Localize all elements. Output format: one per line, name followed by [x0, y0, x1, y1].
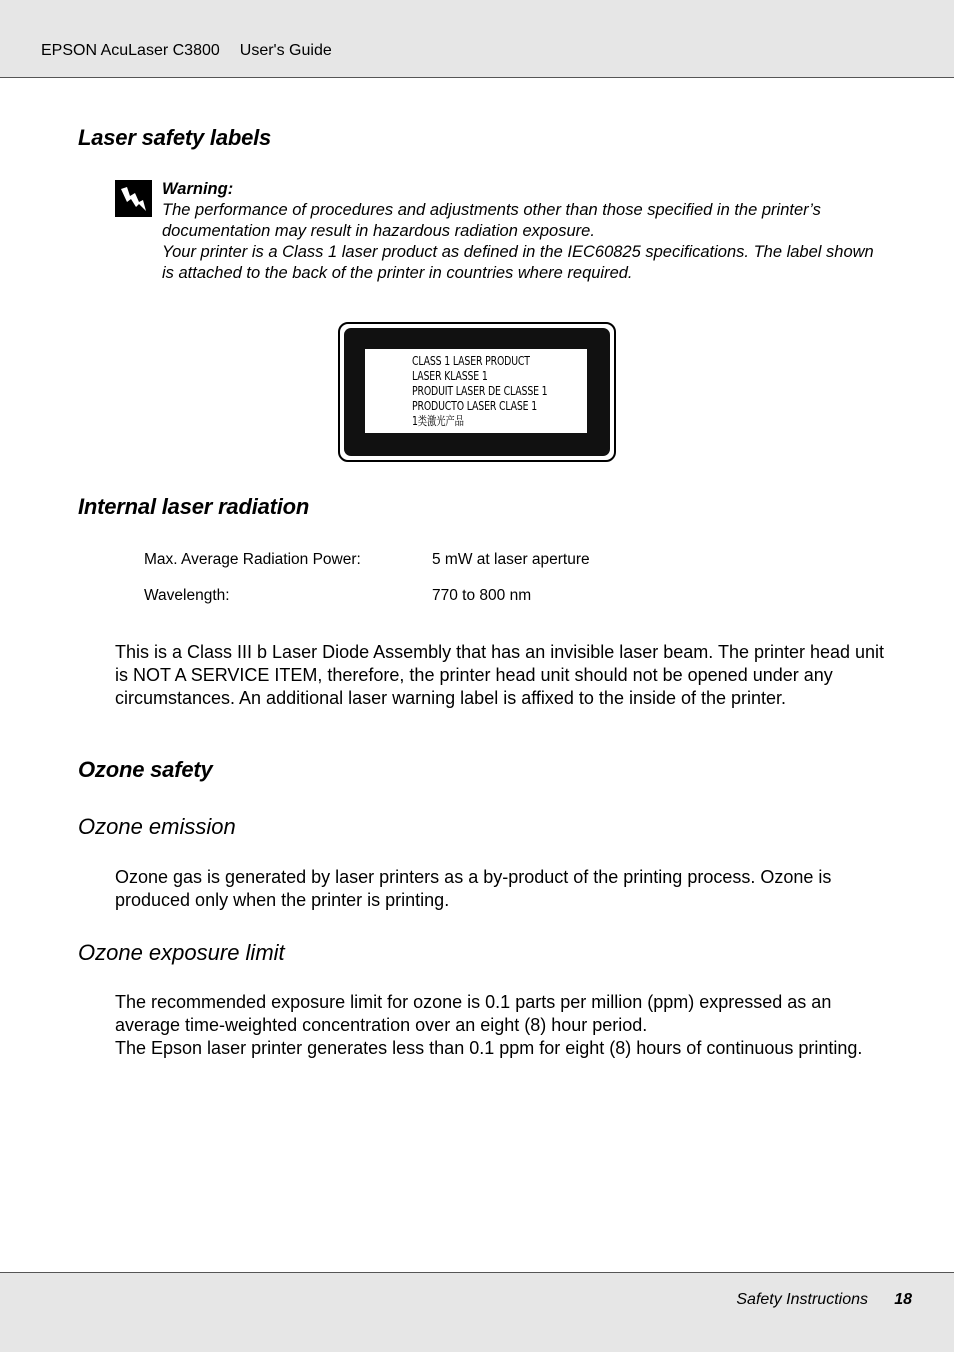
page-footer — [0, 1272, 954, 1352]
heading-ozone-exposure-limit: Ozone exposure limit — [78, 940, 285, 965]
label-line: PRODUCTO LASER CLASE 1 — [412, 399, 538, 413]
label-line: CLASS 1 LASER PRODUCT — [412, 354, 530, 368]
paragraph-text: This is a Class III b Laser Diode Assembly that has an invisible laser beam. The printer head unit is NOT A SERVICE ITEM, therefore, the printer head unit should not be opened under any circumstances. An additional laser warning label is affixed to the inside of the printer. — [115, 642, 885, 708]
heading-internal-laser-radiation: Internal laser radiation — [78, 494, 310, 519]
paragraph-text: The Epson laser printer generates less than 0.1 ppm for eight (8) hours of continuous printing. — [115, 1038, 863, 1058]
label-line: 1类激光产品 — [412, 414, 464, 428]
spec-label: Max. Average Radiation Power: — [144, 551, 361, 568]
warning-text-2: Your printer is a Class 1 laser product as defined in the IEC60825 specifications. The label shown is attached to the back of the printer in countries where required. — [162, 243, 874, 282]
heading-ozone-emission: Ozone emission — [78, 814, 236, 839]
warning-icon — [115, 180, 152, 217]
label-text — [412, 354, 547, 429]
spec-row-wavelength — [144, 587, 532, 605]
spec-label: Wavelength: — [144, 587, 230, 604]
header-product: EPSON AcuLaser C3800 — [41, 42, 220, 59]
heading-ozone-safety: Ozone safety — [78, 757, 213, 782]
label-line: PRODUIT LASER DE CLASSE 1 — [412, 384, 548, 398]
spec-row-power — [144, 551, 590, 569]
laser-class-label-image — [338, 322, 616, 462]
ozone-emission-paragraph — [115, 866, 885, 912]
spec-value: 5 mW at laser aperture — [432, 551, 590, 568]
warning-title: Warning: — [162, 180, 234, 198]
warning-block — [162, 179, 882, 284]
label-panel — [365, 349, 587, 433]
heading-laser-safety-labels: Laser safety labels — [78, 125, 272, 150]
laser-diode-paragraph — [115, 641, 885, 710]
label-line: LASER KLASSE 1 — [412, 369, 488, 383]
spec-value: 770 to 800 nm — [432, 587, 532, 604]
header-text — [41, 42, 332, 60]
page-header — [0, 0, 954, 78]
page-number: 18 — [894, 1291, 912, 1308]
footer-section-title: Safety Instructions — [736, 1291, 868, 1308]
label-frame — [344, 328, 610, 456]
paragraph-text: Ozone gas is generated by laser printers as a by-product of the printing process. Ozone is produced only when the printer is printing. — [115, 867, 832, 910]
header-guide: User's Guide — [239, 42, 332, 59]
ozone-limit-paragraph — [115, 991, 885, 1060]
paragraph-text: The recommended exposure limit for ozone is 0.1 parts per million (ppm) expressed as an average time-weighted concentration over an eight (8) hour period. — [115, 992, 832, 1035]
warning-text-1: The performance of procedures and adjustments other than those specified in the printer’s documentation may result in hazardous radiation exposure. — [162, 201, 821, 240]
